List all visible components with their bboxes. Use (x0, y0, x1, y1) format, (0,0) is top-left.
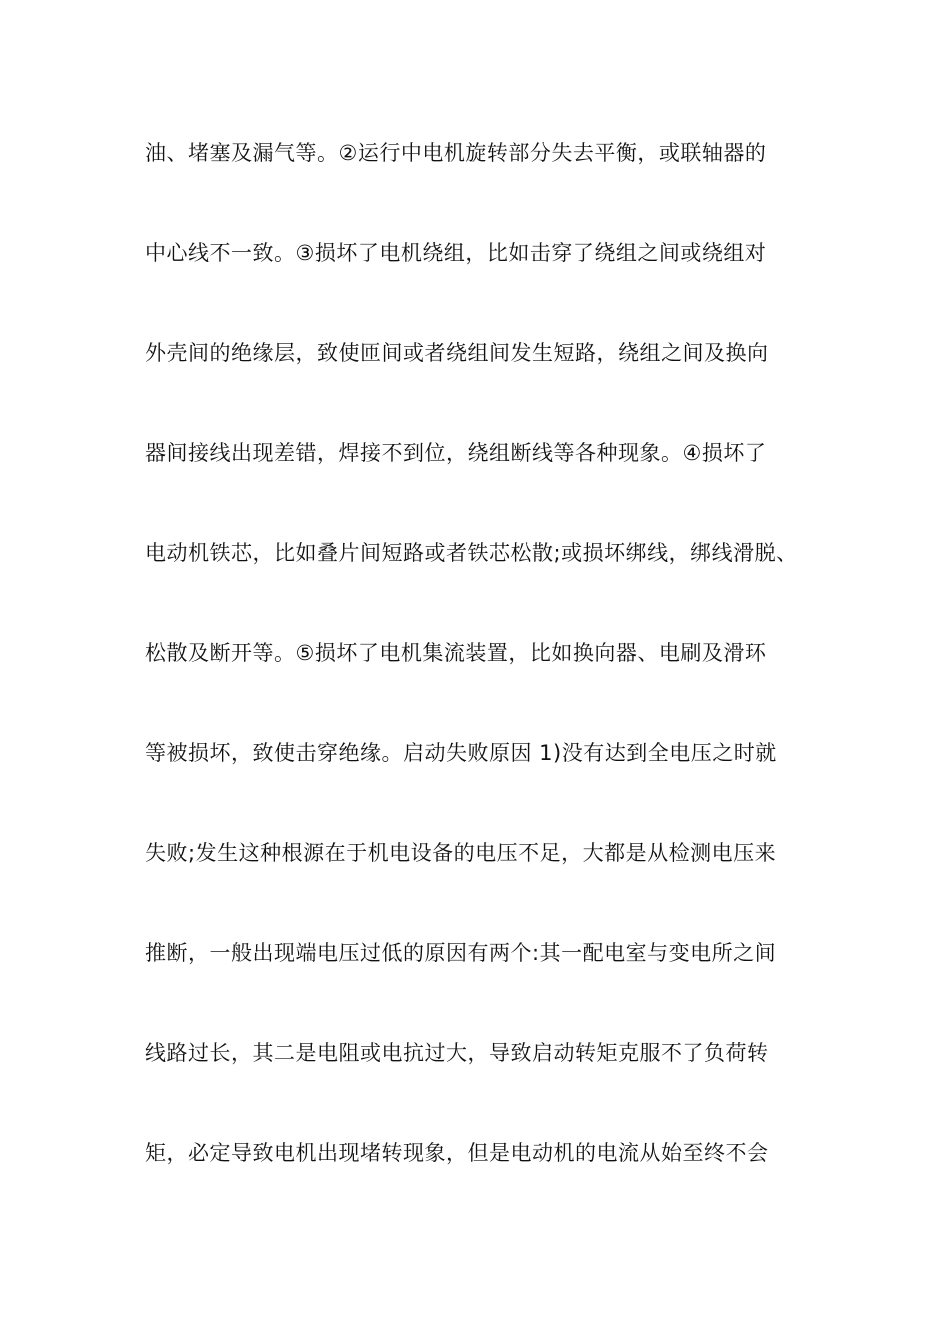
text-line: 失败;发生这种根源在于机电设备的电压不足，大都是从检测电压来 (145, 841, 777, 865)
text-line: 外壳间的绝缘层，致使匝间或者绕组间发生短路，绕组之间及换向 (145, 341, 769, 365)
text-line: 等被损坏，致使击穿绝缘。启动失败原因 1)没有达到全电压之时就 (145, 741, 777, 765)
text-line: 油、堵塞及漏气等。②运行中电机旋转部分失去平衡，或联轴器的 (145, 141, 767, 165)
text-line: 松散及断开等。⑤损坏了电机集流装置，比如换向器、电刷及滑环 (145, 641, 767, 665)
text-line: 器间接线出现差错，焊接不到位，绕组断线等各种现象。④损坏了 (145, 441, 767, 465)
text-line: 中心线不一致。③损坏了电机绕组，比如击穿了绕组之间或绕组对 (145, 241, 767, 265)
paragraph-body (145, 135, 825, 1235)
text-line: 电动机铁芯，比如叠片间短路或者铁芯松散;或损坏绑线，绑线滑脱、 (145, 541, 798, 565)
text-line: 推断，一般出现端电压过低的原因有两个:其一配电室与变电所之间 (145, 941, 777, 965)
text-line: 线路过长，其二是电阻或电抗过大，导致启动转矩克服不了负荷转 (145, 1041, 769, 1065)
text-line: 矩，必定导致电机出现堵转现象，但是电动机的电流从始至终不会 (145, 1141, 769, 1165)
